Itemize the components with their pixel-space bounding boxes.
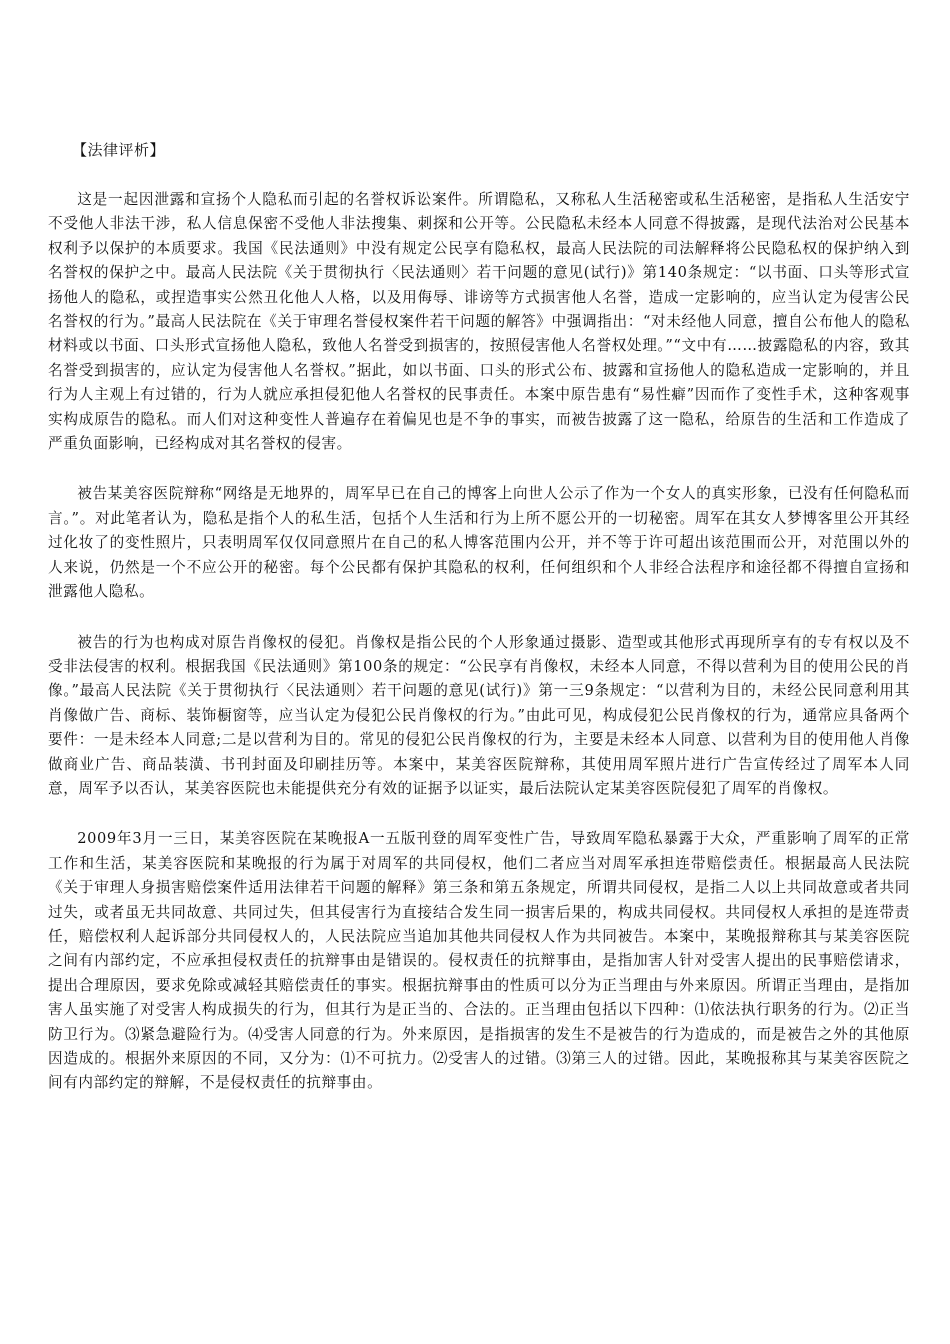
paragraph-portrait-right: 被告的行为也构成对原告肖像权的侵犯。肖像权是指公民的个人形象通过摄影、造型或其他形式再现所享有的专有权以及不受非法侵害的权利。根据我国《民法通则》第100条的规定：“公民享有肖像权，未经本人同意，不得以营利为目的使用公民的肖像。”最高人民法院《关于贯彻执行〈民法通则〉若干问题的意见(试行)》第一三9条规定：“以营利为目的，未经公民同意利用其肖像做广告、商标、装饰橱窗等，应当认定为侵犯公民肖像权的行为。”由此可见，构成侵犯公民肖像权的行为，通常应具备两个要件：一是未经本人同意;二是以营利为目的。常见的侵犯公民肖像权的行为，主要是未经本人同意、以营利为目的使用他人肖像做商业广告、商品装潢、书刊封面及印刷挂历等。本案中，某美容医院辩称，其使用周军照片进行广告宣传经过了周军本人同意，周军予以否认，某美容医院也未能提供充分有效的证据予以证实，最后法院认定某美容医院侵犯了周军的肖像权。 [48, 633, 910, 797]
section-heading: 【法律评析】 [72, 141, 166, 159]
paragraph-defense-rebuttal: 被告某美容医院辩称“网络是无地界的，周军早已在自己的博客上向世人公示了作为一个女人的真实形象，已没有任何隐私而言。”。对此笔者认为，隐私是指个人的私生活，包括个人生活和行为上所不愿公开的一切秘密。周军在其女人梦博客里公开其经过化妆了的变性照片，只表明周军仅仅同意照片在自己的私人博客范围内公开，并不等于许可超出该范围而公开，对范围以外的人来说，仍然是一个不应公开的秘密。每个公民都有保护其隐私的权利，任何组织和个人非经合法程序和途径都不得擅自宣扬和泄露他人隐私。 [48, 485, 910, 601]
paragraph-joint-tort: 2009年3月一三日，某美容医院在某晚报A一五版刊登的周军变性广告，导致周军隐私暴露于大众，严重影响了周军的正常工作和生活，某美容医院和某晚报的行为属于对周军的共同侵权，他们二者应当对周军承担连带赔偿责任。根据最高人民法院《关于审理人身损害赔偿案件适用法律若干问题的解释》第三条和第五条规定，所谓共同侵权，是指二人以上共同故意或者共同过失，或者虽无共同故意、共同过失，但其侵害行为直接结合发生同一损害后果的，构成共同侵权。共同侵权人承担的是连带责任，赔偿权利人起诉部分共同侵权人的，人民法院应当追加其他共同侵权人作为共同被告。本案中，某晚报辩称其与某美容医院之间有内部约定，不应承担侵权责任的抗辩事由是错误的。侵权责任的抗辩事由，是指加害人针对受害人提出的民事赔偿请求，提出合理原因，要求免除或减轻其赔偿责任的事实。根据抗辩事由的性质可以分为正当理由与外来原因。所谓正当理由，是指加害人虽实施了对受害人构成损失的行为，但其行为是正当的、合法的。正当理由包括以下四种：⑴依法执行职务的行为。⑵正当防卫行为。⑶紧急避险行为。⑷受害人同意的行为。外来原因，是指损害的发生不是被告的行为造成的，而是被告之外的其他原因造成的。根据外来原因的不同，又分为：⑴不可抗力。⑵受害人的过错。⑶第三人的过错。因此，某晚报称其与某美容医院之间有内部约定的辩解，不是侵权责任的抗辩事由。 [48, 830, 910, 1092]
paragraph-privacy-analysis: 这是一起因泄露和宣扬个人隐私而引起的名誉权诉讼案件。所谓隐私，又称私人生活秘密或私生活秘密，是指私人生活安宁不受他人非法干涉，私人信息保密不受他人非法搜集、刺探和公开等。公民隐私未经本人同意不得披露，是现代法治对公民基本权利予以保护的本质要求。我国《民法通则》中没有规定公民享有隐私权，最高人民法院的司法解释将公民隐私权的保护纳入到名誉权的保护之中。最高人民法院《关于贯彻执行〈民法通则〉若干问题的意见(试行)》第140条规定：“以书面、口头等形式宣扬他人的隐私，或捏造事实公然丑化他人人格，以及用侮辱、诽谤等方式损害他人名誉，造成一定影响的，应当认定为侵害公民名誉权的行为。”最高人民法院在《关于审理名誉侵权案件若干问题的解答》中强调指出：“对未经他人同意，擅自公布他人的隐私材料或以书面、口头形式宣扬他人隐私，致他人名誉受到损害的，按照侵害他人名誉权处理。”“文中有……披露隐私的内容，致其名誉受到损害的，应认定为侵害他人名誉权。”据此，如以书面、口头的形式公布、披露和宣扬他人的隐私造成一定影响的，并且行为人主观上有过错的，行为人就应承担侵犯他人名誉权的民事责任。本案中原告患有“易性癖”因而作了变性手术，这种客观事实构成原告的隐私。而人们对这种变性人普遍存在着偏见也是不争的事实，而被告披露了这一隐私，给原告的生活和工作造成了严重负面影响，已经构成对其名誉权的侵害。 [48, 191, 910, 453]
document-page [48, 138, 910, 1122]
